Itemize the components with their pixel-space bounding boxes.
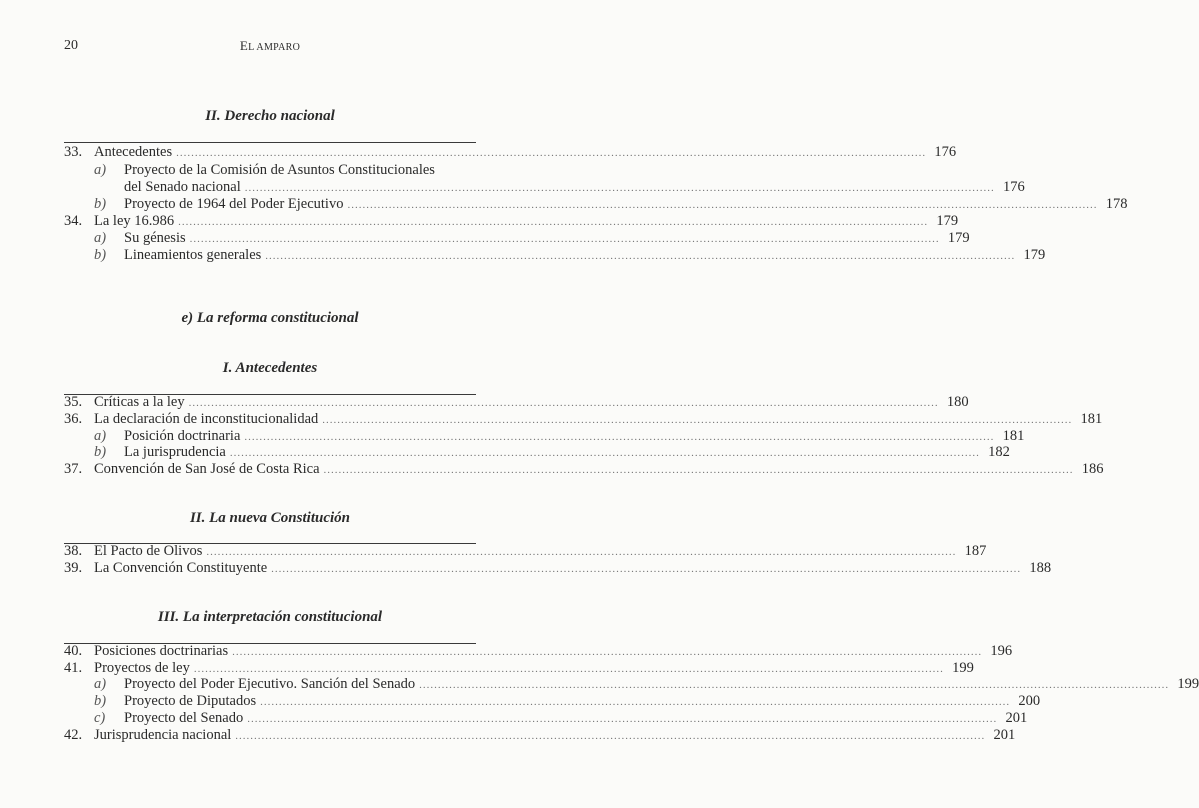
entry-title: Convención de San José de Costa Rica: [94, 461, 320, 477]
entry-page: 179: [947, 230, 970, 246]
entry-page: 187: [964, 543, 987, 559]
running-title-smallcaps: L AMPARO: [248, 42, 301, 53]
entry-title: Posiciones doctrinarias: [94, 643, 229, 659]
entry-page: 180: [946, 394, 969, 410]
dot-leader: [324, 461, 1074, 479]
entry-title: Proyectos de ley: [94, 660, 190, 676]
toc-entry[interactable]: [64, 709, 1028, 727]
entry-number: 34.: [64, 213, 83, 229]
toc-entry[interactable]: [64, 178, 1025, 196]
entry-page: 181: [1080, 411, 1103, 427]
entry-page: 201: [993, 727, 1016, 743]
entry-page: 188: [1029, 560, 1052, 576]
toc-entry[interactable]: [64, 212, 959, 230]
section-heading: III. La interpretación constitucional: [157, 609, 383, 625]
entry-page: 200: [1018, 693, 1041, 709]
page-number: 20: [64, 38, 78, 53]
toc-entry[interactable]: [64, 246, 1046, 264]
entry-title: Proyecto del Senado: [124, 710, 244, 726]
entry-number: 42.: [64, 727, 83, 743]
entry-page: 176: [934, 144, 957, 160]
entry-number: 40.: [64, 643, 83, 659]
entry-title: Antecedentes: [94, 144, 173, 160]
entry-title: Lineamientos generales: [124, 247, 262, 263]
toc-entry[interactable]: [64, 143, 957, 161]
entry-page: 199: [1177, 676, 1199, 692]
toc-entry[interactable]: [64, 559, 1052, 577]
entry-letter: b): [94, 444, 107, 460]
entry-letter: b): [94, 196, 107, 212]
entry-page: 199: [952, 660, 974, 676]
dot-leader: [419, 676, 1169, 694]
entry-letter: a): [94, 230, 107, 246]
entry-title: Proyecto de la Comisión de Asuntos Constitucionales: [124, 162, 435, 178]
toc-entry[interactable]: [64, 726, 1016, 744]
toc-entry[interactable]: [64, 393, 969, 411]
entry-letter: a): [94, 676, 107, 692]
page-header: [64, 38, 476, 56]
section-heading: II. La nueva Constitución: [189, 510, 351, 526]
entry-page: 181: [1002, 428, 1025, 444]
section-heading: II. Derecho nacional: [205, 108, 335, 124]
entry-title: del Senado nacional: [124, 179, 241, 195]
entry-title: Críticas a la ley: [94, 394, 185, 410]
entry-page: 182: [988, 444, 1010, 460]
entry-page: 201: [1005, 710, 1028, 726]
entry-title: Jurisprudencia nacional: [94, 727, 232, 743]
toc-entry[interactable]: [64, 675, 1199, 693]
dot-leader: [265, 247, 1015, 265]
entry-title: La Convención Constituyente: [94, 560, 268, 576]
entry-page: 179: [936, 213, 959, 229]
entry-title: La jurisprudencia: [124, 444, 226, 460]
toc-entry[interactable]: [64, 443, 1010, 461]
entry-title: Su génesis: [124, 230, 186, 246]
toc-entry[interactable]: [64, 542, 987, 560]
entry-number: 41.: [64, 660, 83, 676]
entry-number: 37.: [64, 461, 83, 477]
entry-letter: a): [94, 162, 107, 178]
toc-entry[interactable]: [64, 460, 1104, 478]
entry-letter: a): [94, 428, 107, 444]
entry-number: 36.: [64, 411, 83, 427]
section-heading: I. Antecedentes: [222, 360, 318, 376]
toc-entry[interactable]: [64, 195, 1128, 213]
entry-title: El Pacto de Olivos: [94, 543, 203, 559]
entry-letter: c): [94, 710, 106, 726]
toc-entry[interactable]: [64, 229, 970, 247]
running-title: [64, 38, 476, 54]
entry-page: 186: [1081, 461, 1104, 477]
toc-entry[interactable]: [64, 410, 1103, 428]
dot-leader: [176, 144, 926, 162]
entry-number: 38.: [64, 543, 83, 559]
chapter-heading: e) La reforma constitucional: [181, 310, 359, 326]
entry-title: Proyecto de 1964 del Poder Ejecutivo: [124, 196, 344, 212]
entry-title: La ley 16.986: [94, 213, 175, 229]
entry-page: 196: [990, 643, 1013, 659]
toc-entry[interactable]: [64, 161, 476, 179]
entry-page: 178: [1105, 196, 1128, 212]
entry-number: 33.: [64, 144, 83, 160]
entry-letter: b): [94, 247, 107, 263]
entry-title: La declaración de inconstitucionalidad: [94, 411, 319, 427]
entry-number: 39.: [64, 560, 83, 576]
toc-entry[interactable]: [64, 642, 1013, 660]
dot-leader: [271, 560, 1021, 578]
entry-title: Proyecto del Poder Ejecutivo. Sanción del Senado: [124, 676, 416, 692]
entry-page: 179: [1023, 247, 1046, 263]
running-title-cap: E: [239, 38, 249, 53]
toc-entry[interactable]: [64, 692, 1041, 710]
dot-leader: [235, 727, 985, 745]
entry-page: 176: [1003, 179, 1025, 195]
entry-title: Posición doctrinaria: [124, 428, 241, 444]
entry-title: Proyecto de Diputados: [124, 693, 257, 709]
entry-number: 35.: [64, 394, 83, 410]
entry-letter: b): [94, 693, 107, 709]
